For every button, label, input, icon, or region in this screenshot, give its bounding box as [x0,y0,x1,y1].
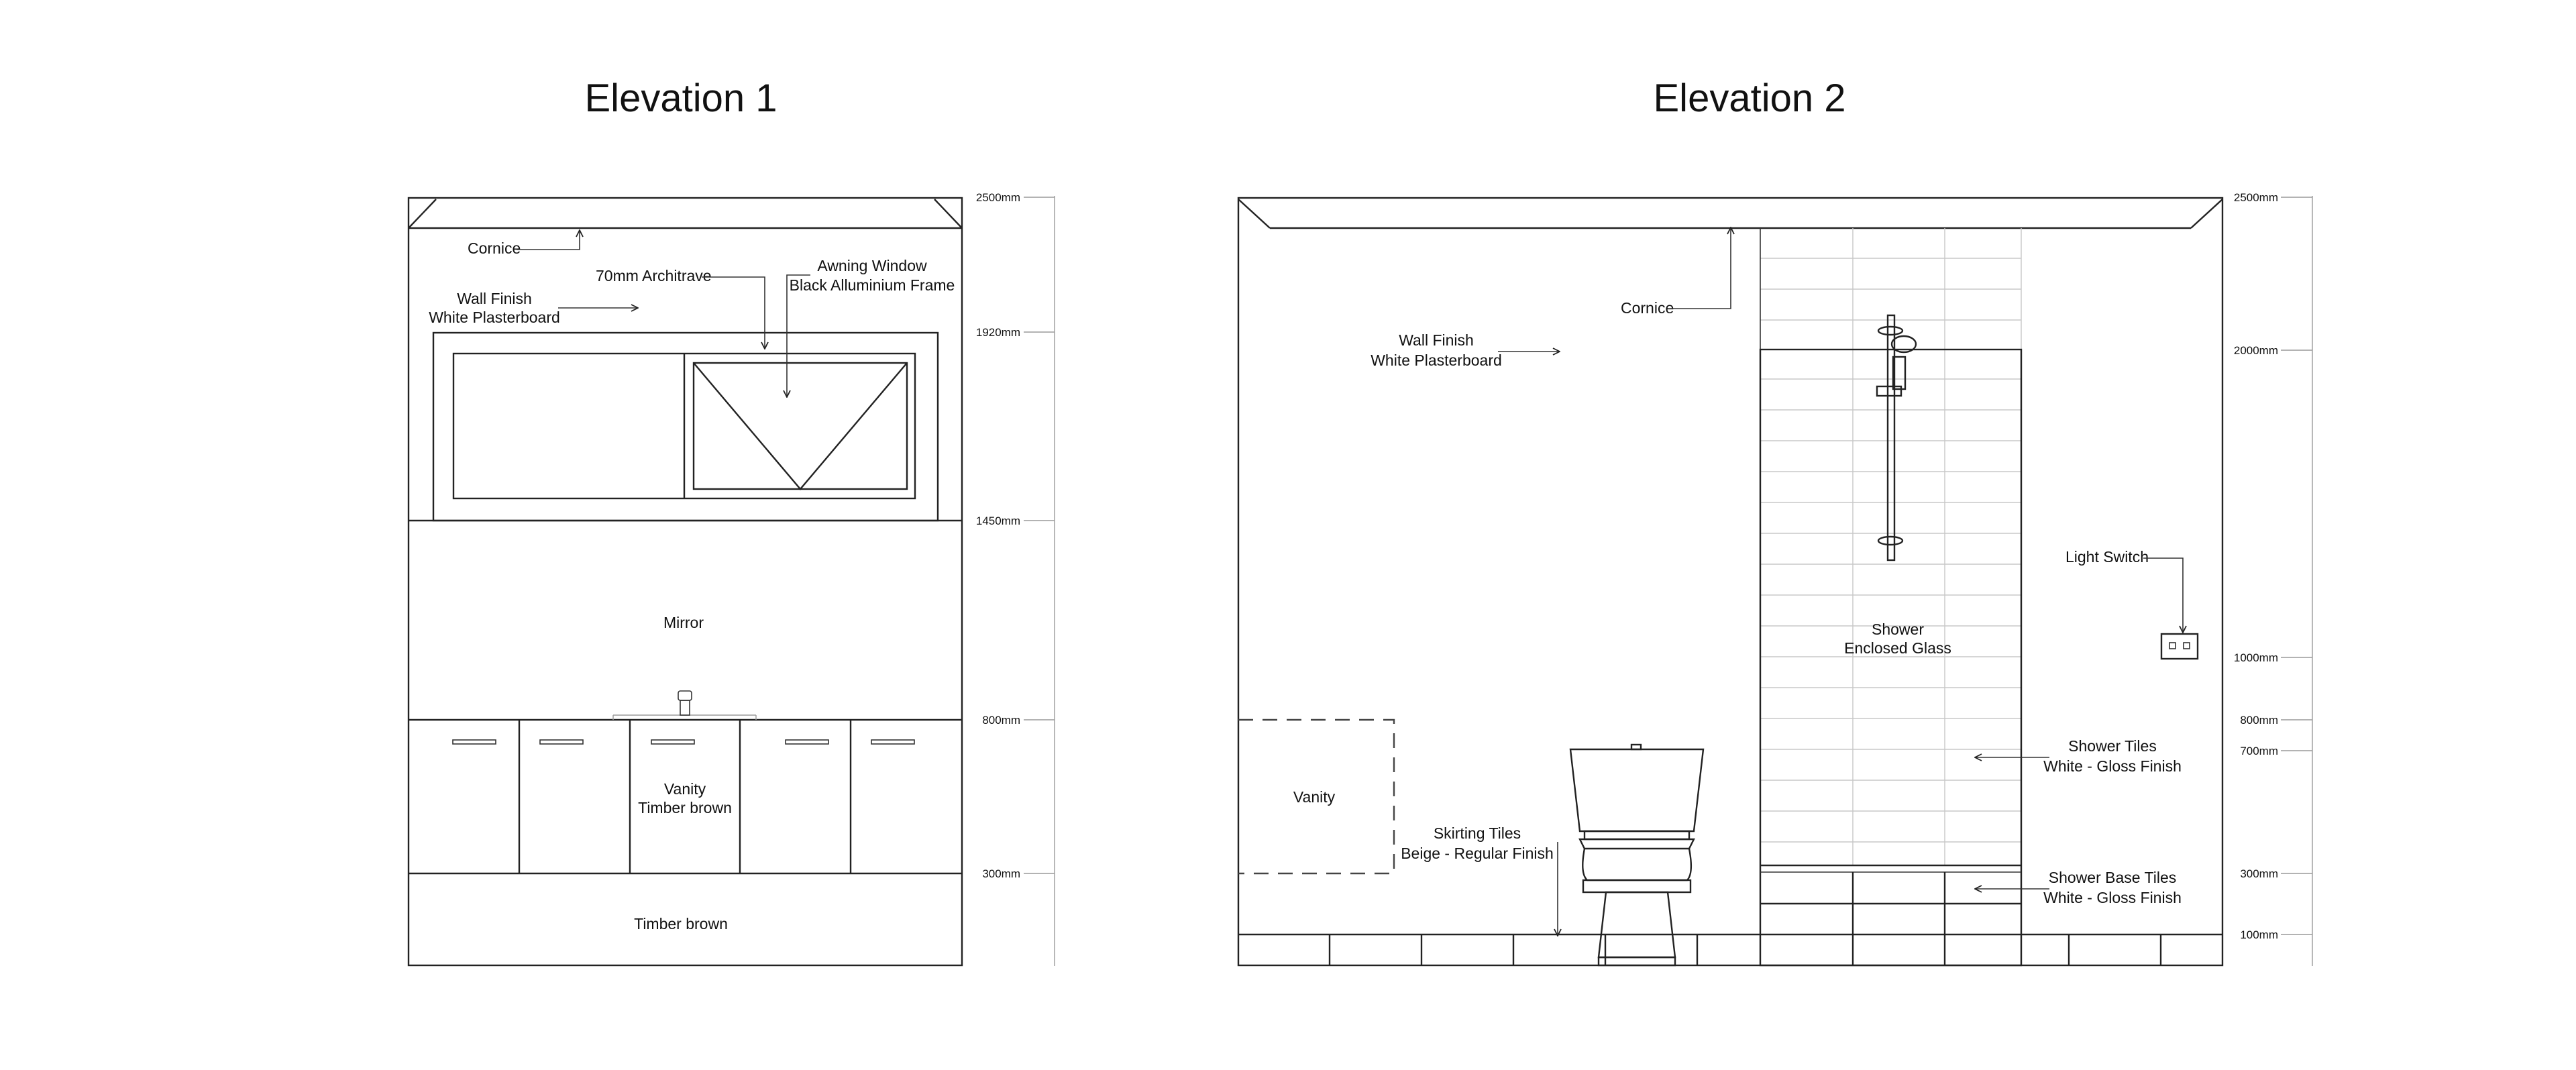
elevation-1-window-label-1: Awning Window [817,257,927,274]
elevation-2-dim-800: 800mm [2240,714,2278,727]
elevation-1-awning-window [433,333,938,521]
elevation-2-title: Elevation 2 [1653,76,1846,120]
elevation-1-cornice-leader [517,230,580,250]
elevation-1-dim-1920: 1920mm [975,326,1020,339]
elevation-1-cornice [409,199,962,228]
elevation-1-dim-2500: 2500mm [975,191,1020,204]
elevation-1 [409,76,1055,966]
elevation-2-dim-2000: 2000mm [2233,344,2278,357]
elevation-1-title: Elevation 1 [584,76,777,120]
elevation-2-wall-outline [1238,198,2222,965]
elevation-2-vanity-label: Vanity [1293,788,1336,806]
elevation-1-vanity-label-1: Vanity [663,780,706,798]
elevation-2-base-tiles-label-2: White - Gloss Finish [2043,889,2182,906]
elevation-2-wall-finish-label-2: White Plasterboard [1371,352,1502,369]
elevation-2-wall-finish-label-1: Wall Finish [1399,331,1474,349]
elevation-2-shower-rail [1877,315,1916,560]
elevation-2-dim-100: 100mm [2240,928,2278,941]
elevation-2-dim-1000: 1000mm [2233,651,2278,664]
elevation-2-cornice-label: Cornice [1621,299,1674,317]
elevation-1-tap [613,691,756,720]
elevation-2-light-switch [2161,634,2198,659]
elevation-2-shower-label-2: Enclosed Glass [1844,639,1951,657]
elevation-1-base-label: Timber brown [634,915,728,932]
elevation-2-light-switch-leader [2143,558,2183,633]
elevation-2 [1238,76,2312,966]
elevation-1-wall-finish-label-2: White Plasterboard [429,309,560,326]
elevation-2-light-switch-label: Light Switch [2065,548,2149,566]
elevation-2-skirting-tiles [1238,934,2222,965]
elevation-1-architrave-label: 70mm Architrave [596,267,712,284]
elevation-2-skirting-label-2: Beige - Regular Finish [1401,845,1554,862]
elevation-1-wall-finish-label-1: Wall Finish [457,290,532,307]
elevation-2-dim-300: 300mm [2240,867,2278,880]
elevation-1-vanity-label-2: Timber brown [638,799,732,816]
elevation-2-shower-tiles [1760,228,2021,865]
elevation-1-dim-300: 300mm [982,867,1020,880]
elevation-2-cornice-leader [1670,227,1731,309]
elevation-1-architrave-leader [702,277,765,349]
elevation-1-dimension-scale [976,191,1055,966]
elevation-2-skirting-label-1: Skirting Tiles [1433,824,1521,842]
elevation-2-shower-base-tiles [1760,872,2021,965]
elevation-2-shower-enclosure [1760,228,2021,965]
elevation-2-shower-label-1: Shower [1872,621,1924,638]
elevation-1-mirror-label: Mirror [663,614,704,631]
elevation-1-window-label-2: Black Alluminium Frame [789,276,955,294]
elevation-1-dim-1450: 1450mm [975,515,1020,527]
elevation-2-shower-tiles-label-2: White - Gloss Finish [2043,757,2182,775]
elevation-2-dim-700: 700mm [2240,745,2278,757]
elevation-1-dim-800: 800mm [982,714,1020,727]
elevation-2-dimension-scale [2234,191,2312,966]
elevation-1-cornice-label: Cornice [468,239,521,257]
elevation-2-toilet [1570,745,1703,965]
elevation-2-base-tiles-label-1: Shower Base Tiles [2048,869,2177,886]
elevation-2-shower-tiles-label-1: Shower Tiles [2068,737,2157,755]
elevation-2-dim-2500: 2500mm [2233,191,2278,204]
elevation-2-cornice [1238,199,2222,228]
